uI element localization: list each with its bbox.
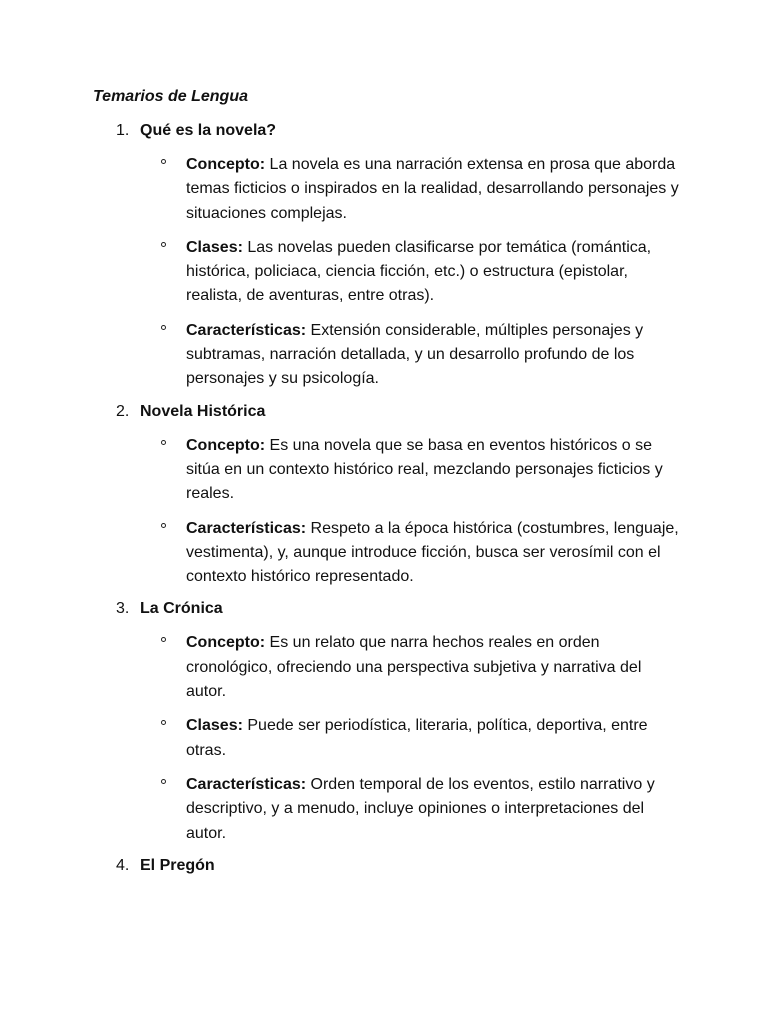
hollow-circle-bullet-icon: [161, 159, 166, 164]
document-title: Temarios de Lengua: [93, 88, 248, 105]
section-list: [0, 121, 768, 888]
term-label: Concepto:: [186, 156, 266, 173]
section-item: [0, 121, 768, 392]
section-title: La Crónica: [140, 600, 223, 618]
list-item-text: [186, 773, 680, 846]
term-label: Clases:: [186, 238, 243, 256]
hollow-circle-bullet-icon: [161, 523, 166, 528]
section-number: 4.: [116, 856, 130, 874]
term-label: Características:: [186, 775, 307, 793]
section-title: El Pregón: [140, 856, 215, 874]
term-description: Es un relato que narra hechos reales en orden cronológico, ofreciendo una perspectiva subjetiva y narrativa del autor.: [186, 634, 642, 701]
term-label: Concepto:: [186, 436, 266, 454]
hollow-circle-bullet-icon: [161, 720, 166, 725]
term-description: La novela es una narración extensa en prosa que aborda temas ficticios o inspirados en la realidad, desarrollando personajes y situaciones complejas.: [186, 156, 679, 222]
list-item: [0, 236, 768, 309]
section-number: 1.: [116, 122, 130, 139]
list-item-text: [186, 517, 680, 590]
section-heading: [0, 856, 768, 876]
section-heading: [0, 402, 768, 422]
section-item: [0, 402, 768, 590]
list-item: [0, 434, 768, 507]
section-number: 3.: [116, 600, 130, 618]
list-item: [0, 517, 768, 590]
term-description: Respeto a la época histórica (costumbres, lenguaje, vestimenta), y, aunque introduce ficción, busca ser verosímil con el contexto histórico representado.: [186, 519, 679, 586]
hollow-circle-bullet-icon: [161, 637, 166, 642]
hollow-circle-bullet-icon: [161, 325, 166, 330]
list-item: [0, 319, 768, 392]
section-item: [0, 599, 768, 845]
term-description: Las novelas pueden clasificarse por temática (romántica, histórica, policiaca, ciencia ficción, etc.) o estructura (epistolar, realista, de aventuras, entre otras).: [186, 238, 652, 305]
list-item-text: [186, 714, 680, 763]
bullet-list: [0, 434, 768, 590]
hollow-circle-bullet-icon: [161, 440, 166, 445]
list-item-text: [186, 153, 680, 226]
list-item: [0, 631, 768, 704]
list-item-text: [186, 434, 680, 507]
bullet-list: [0, 153, 768, 392]
section-title: Novela Histórica: [140, 402, 266, 420]
term-description: Orden temporal de los eventos, estilo narrativo y descriptivo, y a menudo, incluye opiniones o interpretaciones del autor.: [186, 775, 655, 842]
section-item: [0, 856, 768, 876]
list-item-text: [186, 236, 680, 309]
section-heading: [0, 599, 768, 619]
term-label: Características:: [186, 519, 307, 537]
section-title: Qué es la novela?: [140, 122, 277, 139]
section-number: 2.: [116, 402, 130, 420]
section-heading: [0, 121, 768, 141]
term-label: Concepto:: [186, 634, 266, 652]
list-item-text: [186, 631, 680, 704]
list-item: [0, 714, 768, 763]
hollow-circle-bullet-icon: [161, 779, 166, 784]
bullet-list: [0, 631, 768, 845]
list-item: [0, 773, 768, 846]
term-description: Es una novela que se basa en eventos históricos o se sitúa en un contexto histórico real, mezclando personajes ficticios y reales.: [186, 436, 663, 503]
term-label: Clases:: [186, 717, 243, 735]
list-item-text: [186, 319, 680, 392]
term-description: Extensión considerable, múltiples personajes y subtramas, narración detallada, y un desarrollo profundo de los personajes y su psicología.: [186, 321, 644, 388]
hollow-circle-bullet-icon: [161, 242, 166, 247]
term-label: Características:: [186, 321, 307, 339]
term-description: Puede ser periodística, literaria, política, deportiva, entre otras.: [186, 717, 648, 759]
list-item: [0, 153, 768, 226]
